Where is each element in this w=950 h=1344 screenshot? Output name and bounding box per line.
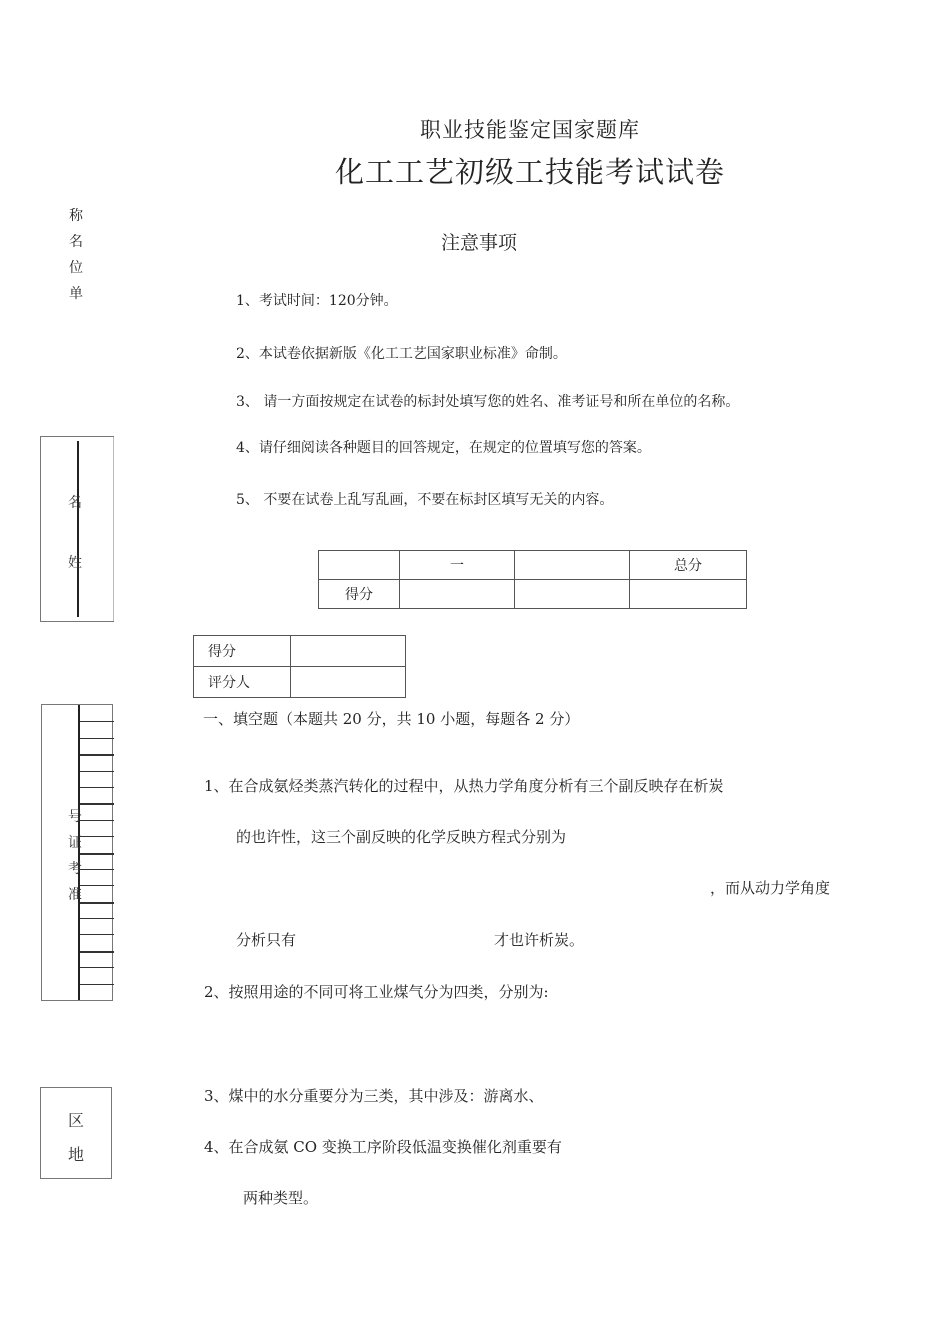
section-heading: 一、填空题（本题共 20 分，共 10 小题，每题各 2 分）	[203, 710, 580, 728]
ticket-label-char: 证	[68, 835, 82, 851]
name-label-char: 姓	[68, 555, 82, 571]
note-item: 2、本试卷依据新版《化工工艺国家职业标准》命制。	[236, 346, 567, 362]
score-table-header-row	[319, 551, 747, 580]
unit-label-char: 单	[69, 286, 83, 302]
ticket-label-char: 准	[68, 887, 82, 903]
ticket-grid-line	[80, 836, 114, 837]
question-1-line: ，而从动力学角度	[710, 879, 831, 897]
ticket-grid-line	[80, 803, 114, 805]
score-header-cell	[319, 551, 400, 580]
name-field-edge	[113, 437, 114, 621]
question-4-line: 两种类型。	[243, 1189, 319, 1207]
ticket-grid-line	[80, 738, 114, 739]
ticket-grid-line	[80, 934, 114, 935]
question-2: 2、按照用途的不同可将工业煤气分为四类，分别为:	[204, 983, 549, 1001]
unit-label-char: 名	[69, 234, 83, 250]
note-item: 4、请仔细阅读各种题目的回答规定，在规定的位置填写您的答案。	[236, 440, 651, 456]
ticket-grid-line	[80, 967, 114, 968]
name-field-line	[77, 441, 79, 617]
score-table-row	[319, 580, 747, 609]
score-table	[318, 550, 747, 609]
unit-name-label	[66, 203, 86, 307]
question-1-line: 的也许性，这三个副反映的化学反映方程式分别为	[236, 828, 567, 846]
ticket-grid-line	[80, 869, 114, 870]
score-header-cell: 一	[400, 551, 515, 580]
score-header-cell: 总分	[630, 551, 747, 580]
ticket-label-char: 考	[68, 861, 82, 877]
ticket-number-grid	[78, 705, 114, 1000]
name-label-char: 名	[68, 495, 82, 511]
ticket-number-box[interactable]	[41, 704, 113, 1001]
grader-table	[193, 635, 406, 698]
score-cell[interactable]	[630, 580, 747, 609]
name-field-box[interactable]	[40, 436, 114, 622]
ticket-grid-line	[80, 820, 114, 821]
notes-heading: 注意事项	[440, 232, 517, 254]
grader-row	[194, 636, 406, 667]
grader-row-label: 得分	[194, 636, 291, 667]
region-label-char: 地	[68, 1145, 85, 1164]
ticket-grid-line	[80, 771, 114, 772]
ticket-label-char: 号	[68, 809, 82, 825]
ticket-grid-line	[80, 885, 114, 886]
grader-cell[interactable]	[291, 636, 406, 667]
question-4-line: 4、在合成氨 CO 变换工序阶段低温变换催化剂重要有	[204, 1138, 562, 1156]
score-header-cell	[515, 551, 630, 580]
region-field-box[interactable]	[40, 1087, 112, 1179]
note-item: 5、 不要在试卷上乱写乱画，不要在标封区填写无关的内容。	[236, 492, 614, 508]
unit-label-char: 称	[69, 208, 83, 224]
score-cell[interactable]	[515, 580, 630, 609]
note-item: 3、 请一方面按规定在试卷的标封处填写您的姓名、准考证号和所在单位的名称。	[236, 394, 740, 410]
ticket-grid-line	[80, 918, 114, 919]
ticket-grid-line	[80, 951, 114, 953]
score-cell[interactable]	[400, 580, 515, 609]
region-label-char: 区	[68, 1111, 85, 1130]
exam-supertitle: 职业技能鉴定国家题库	[420, 118, 640, 142]
grader-cell[interactable]	[291, 667, 406, 698]
ticket-grid-line	[80, 902, 114, 904]
question-3: 3、煤中的水分重要分为三类，其中涉及：游离水、	[204, 1087, 544, 1105]
grader-row	[194, 667, 406, 698]
ticket-grid-line	[80, 853, 114, 855]
note-item: 1、考试时间：120分钟。	[236, 293, 398, 309]
question-1-line: 分析只有	[236, 931, 297, 949]
question-1-line: 才也许析炭。	[494, 931, 585, 949]
ticket-grid-line	[80, 787, 114, 788]
ticket-grid-line	[80, 721, 114, 722]
ticket-grid-line	[80, 754, 114, 756]
question-1-line: 1、在合成氨烃类蒸汽转化的过程中，从热力学角度分析有三个副反映存在析炭	[204, 777, 724, 795]
grader-row-label: 评分人	[194, 667, 291, 698]
score-row-label: 得分	[319, 580, 400, 609]
unit-label-char: 位	[69, 260, 83, 276]
ticket-grid-line	[80, 984, 114, 985]
exam-title: 化工工艺初级工技能考试试卷	[334, 155, 725, 189]
